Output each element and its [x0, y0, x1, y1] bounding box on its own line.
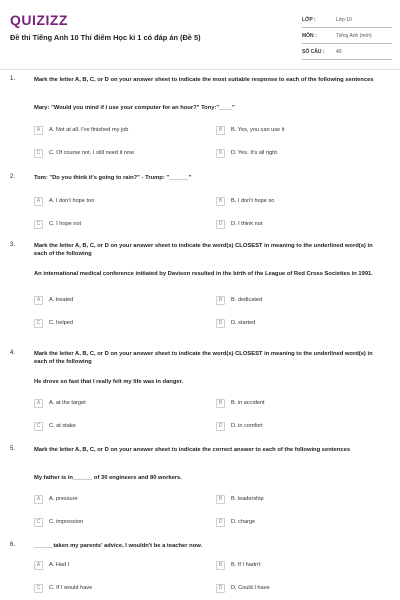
option-letter-box[interactable]: D [216, 584, 225, 593]
answer-option[interactable] [216, 317, 255, 329]
meta-key: MÔN : [302, 32, 317, 39]
option-text: D. Could I have [231, 585, 270, 591]
option-letter-box[interactable]: A [34, 399, 43, 408]
question-prompt: An international medical conference initiated by Davison resulted in the birth of the League of Red Cross Societies in 1991. [34, 271, 373, 277]
answer-option[interactable] [216, 559, 261, 571]
option-letter-box[interactable]: D [216, 220, 225, 229]
answer-option[interactable] [34, 559, 69, 571]
question-instruction: Mark the letter A, B, C, or D on your answer sheet to indicate the word(s) CLOSEST in meaning to the underlined word(s) in each of the following [34, 243, 373, 257]
option-text: D. started [231, 320, 256, 326]
answer-option[interactable] [216, 195, 274, 207]
question-number: 4. [10, 350, 16, 356]
option-letter-box[interactable]: B [216, 495, 225, 504]
answer-option[interactable] [216, 420, 263, 432]
option-text: C. impression [49, 519, 84, 525]
option-text: A. pressure [49, 496, 78, 502]
meta-row-count [302, 44, 392, 60]
option-text: A. I don't hope too [49, 198, 95, 204]
question-instruction: Mark the letter A, B, C, or D on your answer sheet to indicate the correct answer to each of the following sentences [34, 447, 351, 453]
option-text: D. charge [231, 519, 256, 525]
question-instruction: Mark the letter A, B, C, or D on your answer sheet to indicate the word(s) CLOSEST in meaning to the underlined word(s) in each of the following [34, 351, 373, 365]
answer-option[interactable] [34, 493, 78, 505]
answer-option[interactable] [34, 420, 76, 432]
answer-option[interactable] [34, 516, 83, 528]
option-letter-box[interactable]: B [216, 296, 225, 305]
option-letter-box[interactable]: C [34, 220, 43, 229]
answer-option[interactable] [216, 493, 264, 505]
worksheet-header [0, 0, 400, 62]
option-text: C. I hope not [49, 221, 82, 227]
question-prompt: He drove so fast that I really felt my life was in danger. [34, 379, 184, 385]
question-number: 3. [10, 242, 16, 248]
option-letter-box[interactable]: B [216, 126, 225, 135]
option-letter-box[interactable]: C [34, 518, 43, 527]
question-prompt: My father is in______ of 30 engineers and 80 workers. [34, 475, 182, 481]
question-instruction: Mark the letter A, B, C, or D on your answer sheet to indicate the most suitable response to each of the following sentences [34, 77, 374, 83]
quizizz-logo: QUIZIZZ [10, 12, 68, 28]
question-number: 6. [10, 542, 16, 548]
question-instruction: ______taken my parents' advice, I wouldn't be a teacher now. [34, 543, 203, 549]
option-text: D. in comfort [231, 423, 263, 429]
meta-value: Lớp 10 [336, 16, 352, 23]
option-text: B. I don't hope so [231, 198, 275, 204]
worksheet-title: Đề thi Tiếng Anh 10 Thí điểm Học kì 1 có đáp án (Đề 5) [10, 33, 201, 42]
option-text: C. Of course not. I still need it now [49, 150, 135, 156]
option-letter-box[interactable]: A [34, 495, 43, 504]
option-letter-box[interactable]: C [34, 584, 43, 593]
answer-option[interactable] [216, 516, 255, 528]
option-text: B. leadership [231, 496, 264, 502]
option-text: A. Not at all. I've finished my job [49, 127, 129, 133]
option-letter-box[interactable]: D [216, 518, 225, 527]
header-divider [0, 69, 400, 70]
option-text: B. Yes, you can use it [231, 127, 285, 133]
answer-option[interactable] [34, 317, 73, 329]
option-text: C. at stake [49, 423, 76, 429]
answer-option[interactable] [34, 218, 81, 230]
answer-option[interactable] [34, 294, 73, 306]
answer-option[interactable] [216, 124, 285, 136]
answer-option[interactable] [216, 218, 262, 230]
option-text: A. at the target [49, 400, 86, 406]
option-text: C. If I would have [49, 585, 93, 591]
option-letter-box[interactable]: C [34, 422, 43, 431]
option-text: A. treated [49, 297, 74, 303]
option-letter-box[interactable]: B [216, 399, 225, 408]
meta-key: LỚP : [302, 16, 316, 23]
option-letter-box[interactable]: D [216, 149, 225, 158]
option-text: A. Had I [49, 562, 70, 568]
question-number: 5. [10, 446, 16, 452]
answer-option[interactable] [216, 147, 278, 159]
option-letter-box[interactable]: D [216, 422, 225, 431]
meta-value: Tiếng Anh (mới) [336, 32, 372, 39]
option-letter-box[interactable]: C [34, 149, 43, 158]
option-text: B. dedicated [231, 297, 263, 303]
option-text: D. I think not [231, 221, 263, 227]
option-text: B. If I hadn't [231, 562, 261, 568]
meta-value: 40 [336, 48, 342, 55]
question-prompt: Mary: "Would you mind if I use your computer for an hour?" Tony:"____" [34, 105, 235, 111]
question-number: 2. [10, 174, 16, 180]
option-letter-box[interactable]: A [34, 296, 43, 305]
answer-option[interactable] [216, 582, 270, 594]
answer-option[interactable] [34, 195, 94, 207]
meta-key: SỐ CÂU : [302, 48, 325, 55]
answer-option[interactable] [34, 147, 134, 159]
worksheet-meta [302, 12, 392, 60]
option-letter-box[interactable]: A [34, 561, 43, 570]
question-number: 1. [10, 76, 16, 82]
meta-row-subject [302, 28, 392, 44]
option-text: B. in accident [231, 400, 265, 406]
meta-row-class [302, 12, 392, 28]
option-letter-box[interactable]: D [216, 319, 225, 328]
answer-option[interactable] [216, 294, 262, 306]
option-letter-box[interactable]: A [34, 126, 43, 135]
answer-option[interactable] [34, 582, 92, 594]
option-letter-box[interactable]: B [216, 197, 225, 206]
option-text: C. helped [49, 320, 73, 326]
answer-option[interactable] [216, 397, 265, 409]
answer-option[interactable] [34, 397, 86, 409]
option-letter-box[interactable]: B [216, 561, 225, 570]
option-letter-box[interactable]: A [34, 197, 43, 206]
option-letter-box[interactable]: C [34, 319, 43, 328]
question-instruction: Tom: "Do you think it's going to rain?" - Trump: "______" [34, 175, 192, 181]
option-text: D. Yes. It's all right. [231, 150, 279, 156]
answer-option[interactable] [34, 124, 128, 136]
